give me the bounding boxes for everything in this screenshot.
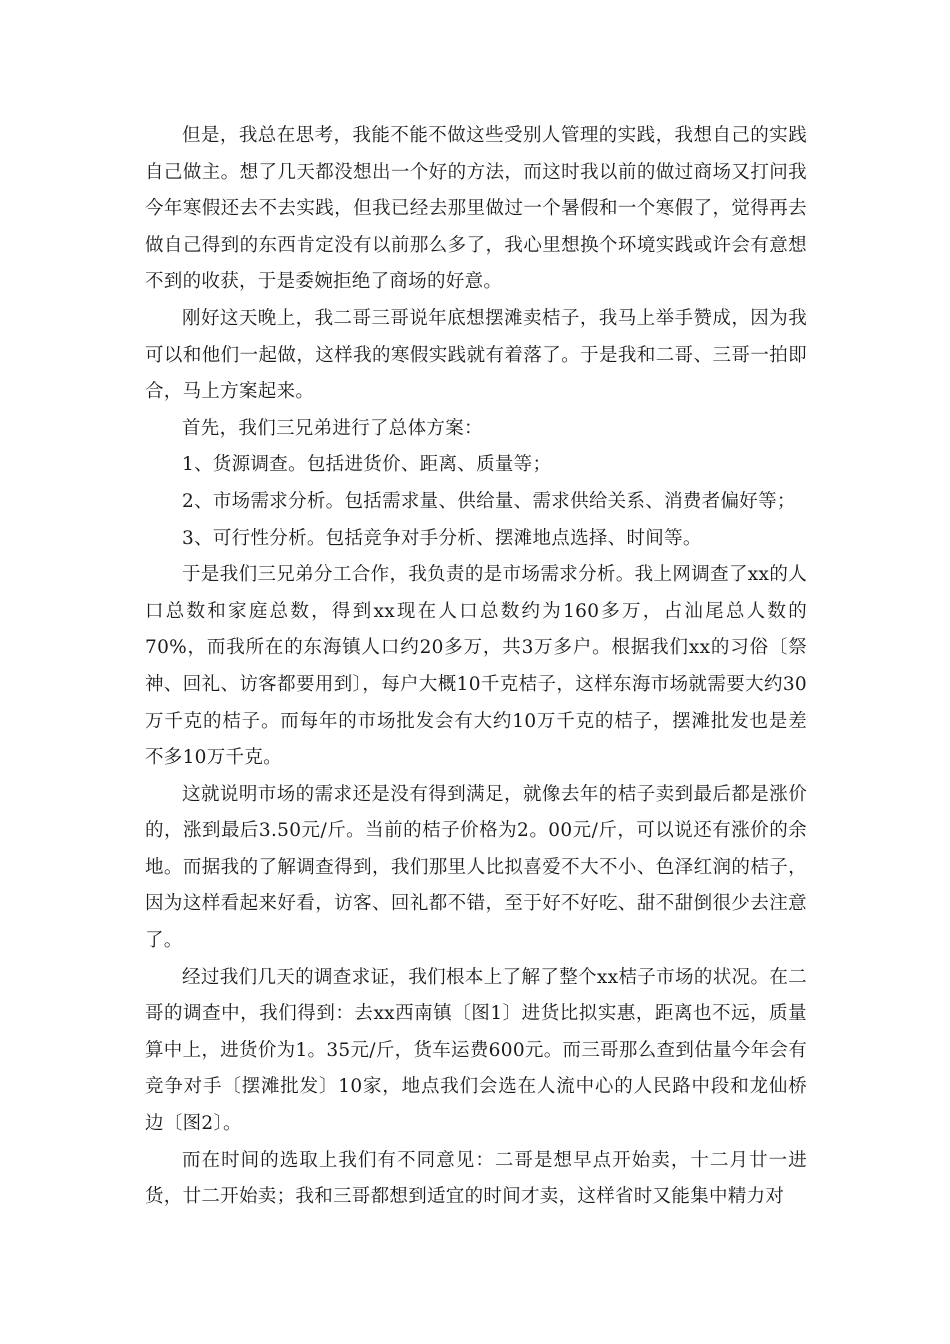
plan-item-feasibility: 3、可行性分析。包括竞争对手分析、摆滩地点选择、时间等。 [182,527,702,549]
plan-item-supply: 1、货源调查。包括进货价、距离、质量等； [182,454,552,476]
document-body [145,118,807,1216]
paragraph-price-analysis: 这就说明市场的需求还是没有得到满足，就像去年的桔子卖到最后都是涨价的，涨到最后3.50元/斤。当前的桔子价格为2。00元/斤，可以说还有涨价的余地。而据我的了解调查得到，我们那里人比拟喜爱不大不小、色泽红润的桔子，因为这样看起来好看，访客、回礼都不错，至于好不好吃、甜不甜倒很少去注意了。 [145,783,807,952]
paragraph-orange-stall-idea: 刚好这天晚上，我二哥三哥说年底想摆滩卖桔子，我马上举手赞成，因为我可以和他们一起做，这样我的寒假实践就有着落了。于是我和二哥、三哥一拍即合，马上方案起来。 [145,307,807,403]
paragraph-reflection: 但是，我总在思考，我能不能不做这些受别人管理的实践，我想自己的实践自己做主。想了几天都没想出一个好的方法，而这时我以前的做过商场又打问我今年寒假还去不去实践，但我已经去那里做过一个暑假和一个寒假了，觉得再去做自己得到的东西肯定没有以前那么多了，我心里想换个环境实践或许会有意想不到的收获，于是委婉拒绝了商场的好意。 [145,125,807,293]
paragraph-overall-plan: 首先，我们三兄弟进行了总体方案： [182,417,483,439]
plan-item-demand: 2、市场需求分析。包括需求量、供给量、需求供给关系、消费者偏好等； [182,490,796,512]
paragraph-investigation: 经过我们几天的调查求证，我们根本上了解了整个xx桔子市场的状况。在二哥的调查中，我们得到：去xx西南镇〔图1〕进货比拟实惠，距离也不远，质量算中上，进货价为1。35元/斤，货车运费600元。而三哥那么查到估量今年会有竞争对手〔摆滩批发〕10家，地点我们会选在人流中心的人民路中段和龙仙桥边〔图2〕。 [145,966,807,1135]
paragraph-timing: 而在时间的选取上我们有不同意见：二哥是想早点开始卖，十二月廿一进货，廿二开始卖；我和三哥都想到适宜的时间才卖，这样省时又能集中精力对 [145,1149,807,1208]
paragraph-market-analysis: 于是我们三兄弟分工合作，我负责的是市场需求分析。我上网调查了xx的人口总数和家庭总数，得到xx现在人口总数约为160多万，占汕尾总人数的70%，而我所在的东海镇人口约20多万，共3万多户。根据我们xx的习俗〔祭神、回礼、访客都要用到〕，每户大概10千克桔子，这样东海市场就需要大约30万千克的桔子。而每年的市场批发会有大约10万千克的桔子，摆滩批发也是差不多10万千克。 [145,564,807,769]
